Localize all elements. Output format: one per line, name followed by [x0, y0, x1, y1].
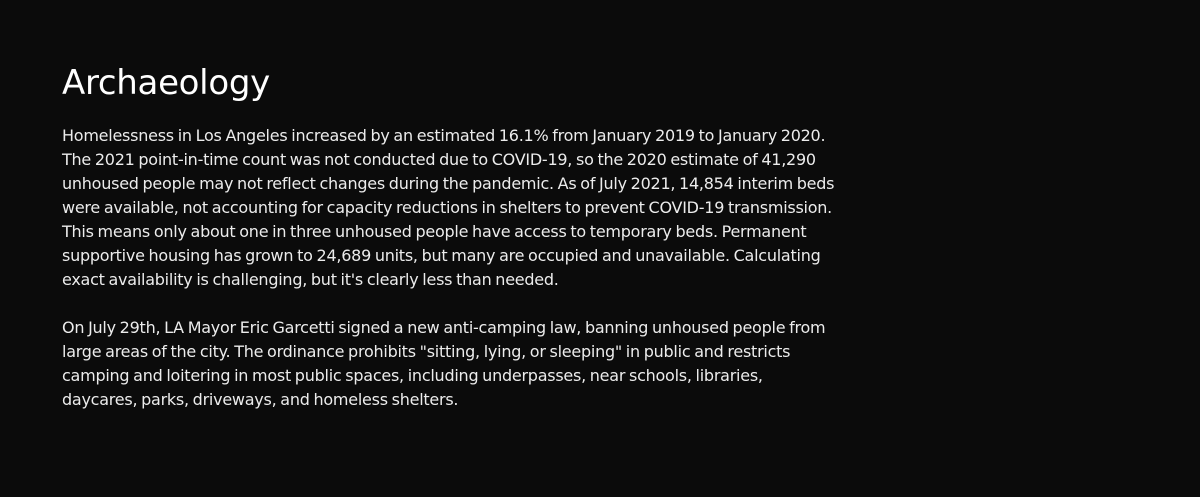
page-title: Archaeology: [62, 63, 270, 103]
article-body: [62, 124, 837, 412]
paragraph-homelessness-statistics: Homelessness in Los Angeles increased by an estimated 16.1% from January 2019 to January 2020. The 2021 point-in-time count was not conducted due to COVID-19, so the 2020 estimate of 41,290 unhoused people may not reflect changes during the pandemic. As of July 2021, 14,854 interim beds were available, not accounting for capacity reductions in shelters to prevent COVID-19 transmission. This means only about one in three unhoused people have access to temporary beds. Permanent supportive housing has grown to 24,689 units, but many are occupied and unavailable. Calculating exact availability is challenging, but it's clearly less than needed.: [62, 126, 835, 289]
paragraph-anti-camping-law: On July 29th, LA Mayor Eric Garcetti signed a new anti-camping law, banning unhoused people from large areas of the city. The ordinance prohibits "sitting, lying, or sleeping" in public and restricts camping and loitering in most public spaces, including underpasses, near schools, libraries, daycares, parks, driveways, and homeless shelters.: [62, 318, 826, 409]
